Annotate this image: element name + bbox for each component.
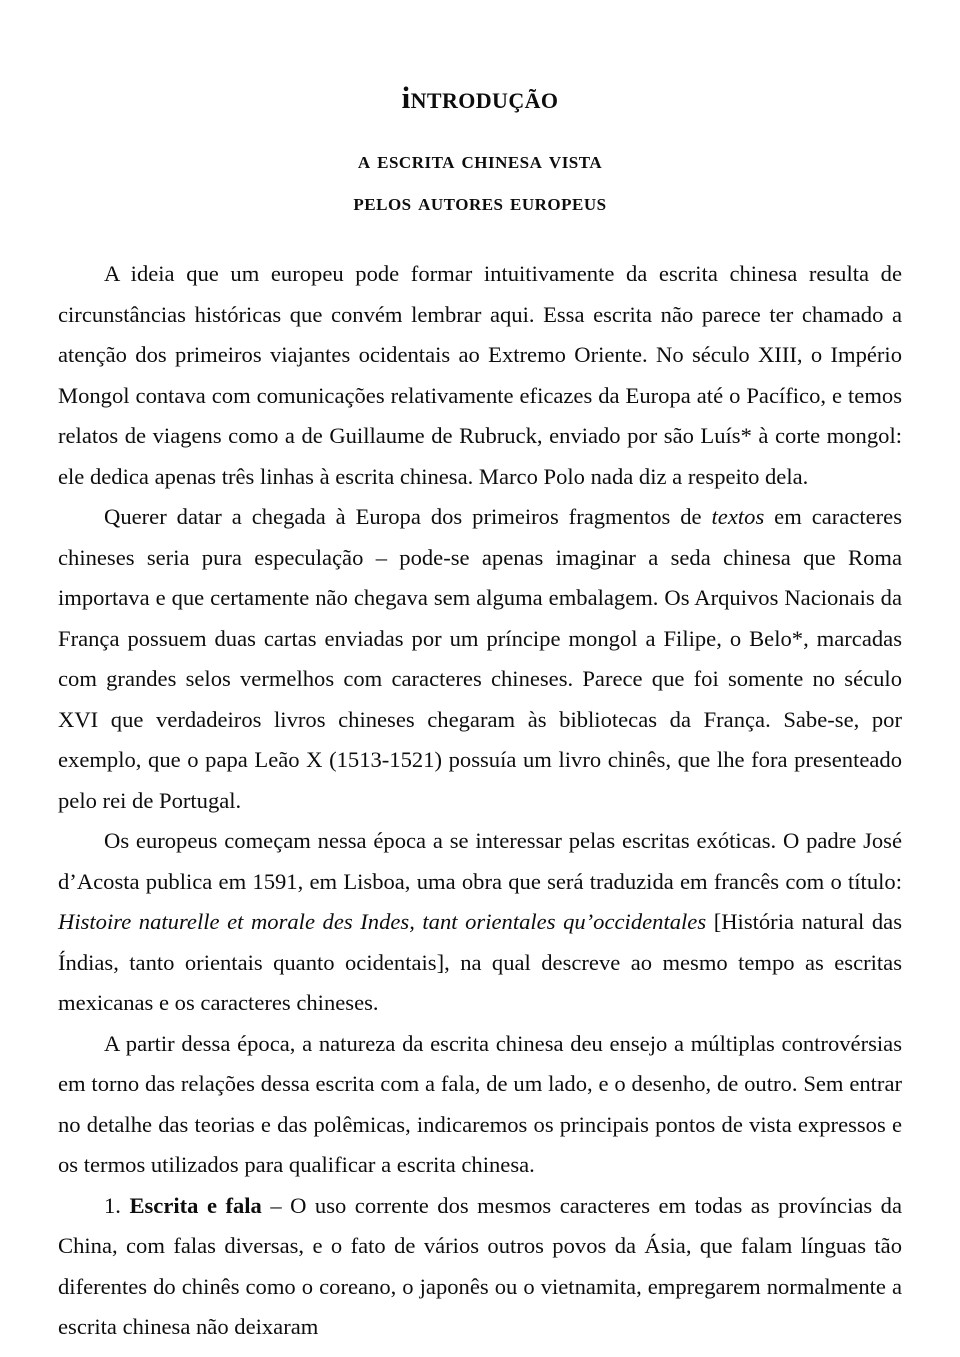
body-text: [58, 254, 902, 1348]
paragraph-2: [58, 497, 902, 821]
list-item-bold-heading: Escrita e fala: [129, 1192, 262, 1218]
list-item-number: 1.: [104, 1192, 130, 1218]
chapter-subtitle: [58, 140, 902, 224]
paragraph-1-text: A ideia que um europeu pode formar intuitivamente da escrita chinesa resulta de circunstâncias históricas que convém lembrar aqui. Essa escrita não parece ter chamado a atenção dos primeiros viajantes ocidentais ao Extremo Oriente. No século XIII, o Império Mongol contava com comunicações relativamente eficazes da Europa até o Pacífico, e temos relatos de viagens como a de Guillaume de Rubruck, enviado por são Luís* à corte mongol: ele dedica apenas três linhas à escrita chinesa. Marco Polo nada diz a respeito dela.: [58, 261, 902, 489]
chapter-title: introdução: [401, 80, 559, 115]
page-content: [58, 78, 902, 1348]
paragraph-2-italic-textos: textos: [711, 504, 765, 529]
paragraph-3-text-part-2: [História natural das Índias, tanto orientais quanto ocidentais], na qual descreve ao mesmo tempo as escritas mexicanas e os caracteres chineses.: [58, 909, 903, 1015]
paragraph-1: [58, 254, 902, 497]
paragraph-5-text: – O uso corrente dos mesmos caracteres em todas as províncias da China, com falas diversas, e o fato de vários outros povos da Ásia, que falam línguas tão diferentes do chinês como o coreano, o japonês ou o vietnamita, empregarem normalmente a escrita chinesa não deixaram: [58, 1192, 902, 1339]
paragraph-3: [58, 821, 902, 1024]
paragraph-2-text-part-2: em caracteres chineses seria pura especulação – pode-se apenas imaginar a seda chinesa que Roma importava e que certamente não chegava sem alguma embalagem. Os Arquivos Nacionais da França possuem duas cartas enviadas por um príncipe mongol a Filipe, o Belo*, marcadas com grandes selos vermelhos com caracteres chineses. Parece que foi somente no século XVI que verdadeiros livros chineses chegaram às bibliotecas da França. Sabe-se, por exemplo, que o papa Leão X (1513-1521) possuía um livro chinês, que lhe fora presenteado pelo rei de Portugal.: [58, 504, 903, 813]
paragraph-5-numbered-item: [58, 1186, 902, 1348]
paragraph-2-text-part-1: Querer datar a chegada à Europa dos primeiros fragmentos de: [104, 504, 712, 529]
chapter-subtitle-line-2: pelos autores europeus: [353, 190, 607, 216]
paragraph-4: [58, 1024, 902, 1186]
paragraph-3-italic-book-title: Histoire naturelle et morale des Indes, tant orientales qu’occidentales: [58, 909, 707, 934]
paragraph-3-text-part-1: Os europeus começam nessa época a se interessar pelas escritas exóticas. O padre José d’Acosta publica em 1591, em Lisboa, uma obra que será traduzida em francês com o título:: [58, 828, 902, 894]
paragraph-4-text: A partir dessa época, a natureza da escrita chinesa deu ensejo a múltiplas controvérsias em torno das relações dessa escrita com a fala, de um lado, e o desenho, de outro. Sem entrar no detalhe das teorias e das polêmicas, indicaremos os principais pontos de vista expressos e os termos utilizados para qualificar a escrita chinesa.: [58, 1030, 902, 1177]
chapter-subtitle-line-1: a escrita chinesa vista: [357, 148, 603, 174]
